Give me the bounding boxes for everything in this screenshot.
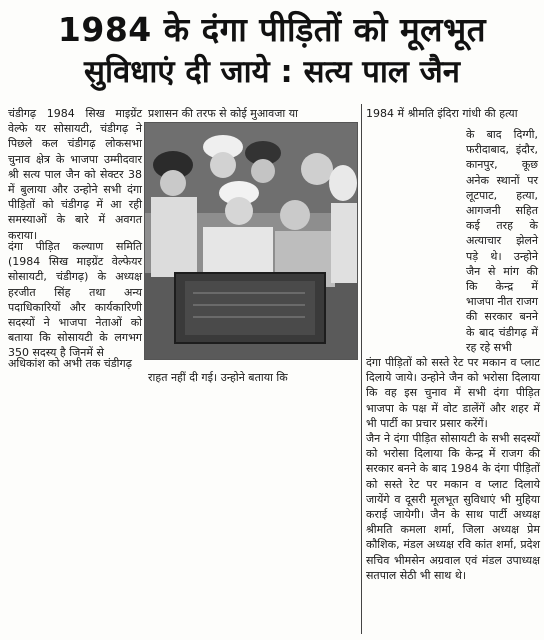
paragraph-right-bottom-2: जैन ने दंगा पीड़ित सोसायटी के सभी सदस्यों को भरोसा दिलाया कि केन्द्र में राजग की सरकार बनने के बाद 1984 के दंगा पीड़ितों को सस्ते रेट पर मकान व प्लाट दिलाये जायेंगे व दूसरी मूलभूत सुविधाएं भी मुहिया कराई जायेगी। जैन के साथ पार्टी अध्यक्ष श्रीमति कमला शर्मा, जिला अध्यक्ष प्रेम कौशिक, मंडल अध्यक्ष रवि कांत शर्मा, प्रदेश सचिव भीमसेन अग्रवाल एवं मंडल उपाध्यक्ष सतपाल सेठी भी साथ थे। (366, 432, 540, 582)
column-divider (361, 104, 362, 634)
news-photo (144, 122, 358, 360)
paragraph-middle-bottom: राहत नहीं दी गई। उन्होने बताया कि (148, 371, 288, 384)
paragraph-society: दंगा पीड़ित कल्याण समिति (1984 सिख माइग्रेंट वेल्फेयर सोसायटी, चंडीगढ़) के अध्यक्ष हरजीत सिंह तथा अन्य पदाधिकारियों और कार्यकारिणी सदस्यों ने भाजपा नेताओं को बताया कि सोसायटी के लगभग 350 सदस्य है जिनमें से (8, 240, 142, 360)
paragraph-right-top: 1984 में श्रीमति इंदिरा गांधी की हत्या (366, 107, 518, 120)
paragraph-right-narrow: के बाद दिग्गी, फरीदाबाद, इंदौर, कानपुर, कूछ अनेक स्थानों पर लूटपाट, हत्या, आगजनी सहित कई तरह के अत्याचार झेलने पड़े थे। उन्होने जैन से मांग की कि केन्द्र में भाजपा नीत राजग की सरकार बनने के बाद चंडीगढ़ में रह रहे सभी (466, 128, 538, 354)
article-right-narrow (466, 127, 538, 355)
headline-line-2: सुविधाएं दी जाये : सत्य पाल जैन (84, 54, 460, 90)
paragraph-intro: चंडीगढ़ 1984 सिख माइग्रेंट वेल्फे यर सोसायटी, चंडीगढ़ ने पिछले कल चंडीगढ़ लोकसभा चुनाव क्षेत्र के भाजपा उम्मीदवार श्री सत्य पाल जैन को सेक्टर 38 में बुलाया और उन्होने सभी दंगा पीड़ितों को चंडीगढ़ में आ रही समस्याओं के बारे में अवगत कराया। (8, 107, 142, 242)
article-left-top (8, 106, 142, 243)
group-photo-image (145, 123, 357, 359)
article-middle-bottom (148, 370, 358, 385)
paragraph-left-end: अधिकांश को अभी तक चंडीगढ़ (8, 357, 132, 370)
paragraph-middle-top: प्रशासन की तरफ से कोई मुआवजा या (148, 107, 298, 120)
headline-line-1: 1984 के दंगा पीड़ितों को मूलभूत (57, 10, 487, 49)
paragraph-right-bottom-1: दंगा पीड़ितों को सस्ते रेट पर मकान व प्लाट दिलाये जाये। उन्होने जैन को भरोसा दिलाया कि वह इस चुनाव में सभी दंगा पीड़ित भाजपा के पक्ष में वोट डालेंगें और शहर में भी पार्टी का प्रचार प्रसार करेंगें। (366, 356, 540, 430)
article-left-middle (8, 239, 142, 361)
article-right-bottom (366, 355, 540, 583)
article-left-bottom (8, 356, 142, 371)
article-middle-top (148, 106, 348, 121)
article-right-top (366, 106, 538, 121)
